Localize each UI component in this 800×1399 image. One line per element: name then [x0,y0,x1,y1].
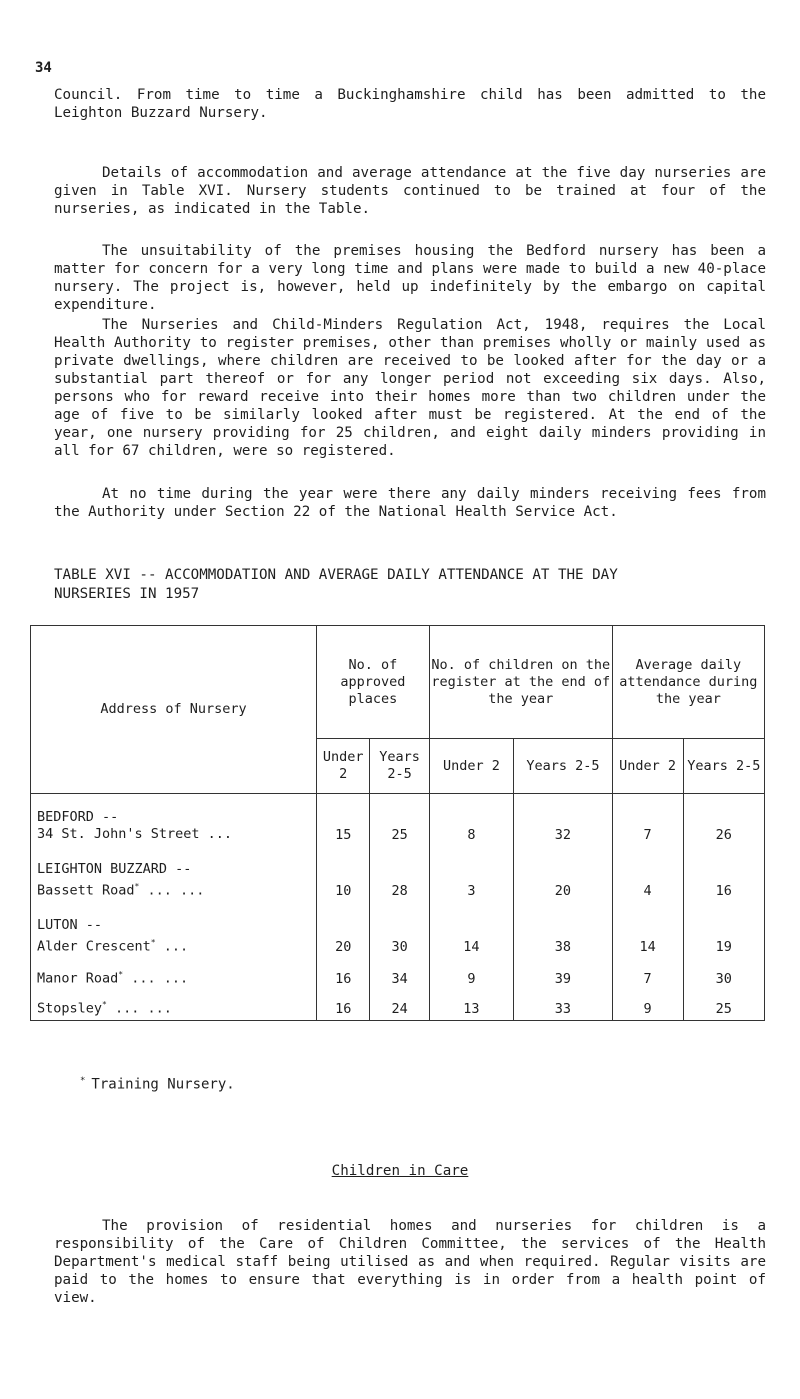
table-caption-line-1: TABLE XVI -- ACCOMMODATION AND AVERAGE DAILY ATTENDANCE AT THE DAY [54,567,618,583]
section-heading [0,1163,800,1179]
attendance-under-2: 7 [612,794,683,847]
approved-years-2-5: 34 [370,958,429,990]
nursery-address [31,794,317,847]
table-footnote [80,1076,235,1093]
attendance-under-2: 7 [612,958,683,990]
attendance-under-2: 14 [612,902,683,958]
table-header-row [31,626,765,739]
subheader-years-2-5: Years 2-5 [683,739,764,794]
table-row [31,902,765,958]
header-children-on-register: No. of children on the register at the end of the year [429,626,612,739]
register-under-2: 8 [429,794,513,847]
street-address: Bassett Road [37,882,135,898]
street-address: 34 St. John's Street ... [37,826,233,842]
leader-dots: ... [163,938,189,954]
approved-years-2-5: 24 [370,990,429,1021]
table-caption [54,566,766,604]
header-average-attendance: Average daily attendance during the year [612,626,764,739]
paragraph-6: The provision of residential homes and nurseries for children is a responsibility of the Care of Children Committee, the services of the Health Department's medical staff being utilised as and when required. Regular visits are paid to the homes to ensure that everything is in order from a health point of view. [54,1218,766,1306]
page-number: 34 [35,60,52,76]
street-address: Alder Crescent [37,938,151,954]
register-years-2-5: 38 [514,902,613,958]
header-approved-places: No. of approved places [317,626,430,739]
paragraph-2: Details of accommodation and average attendance at the five day nurseries are given in Table XVI. Nursery students continued to be trained at four of the nurseries, as indicated in the Table. [54,165,766,217]
approved-under-2: 16 [317,958,370,990]
approved-under-2: 10 [317,846,370,902]
header-address: Address of Nursery [31,626,317,794]
training-nursery-mark: * [134,881,140,891]
register-years-2-5: 33 [514,990,613,1021]
training-nursery-mark: * [102,999,107,1009]
street-address: Manor Road [37,970,119,986]
town-name: LUTON -- [37,916,103,933]
paragraph-5: At no time during the year were there any daily minders receiving fees from the Authority under Section 22 of the National Health Service Act. [54,486,766,520]
town-name: BEDFORD -- [37,809,119,825]
register-years-2-5: 39 [514,958,613,990]
leader-dots: ... ... [131,970,189,986]
nursery-address [31,990,317,1021]
subheader-years-2-5: Years 2-5 [514,739,613,794]
training-nursery-mark: * [150,937,156,947]
table-caption-line-2: NURSERIES IN 1957 [54,586,200,602]
nurseries-table [30,625,765,1021]
register-under-2: 13 [429,990,513,1021]
paragraph-4: The Nurseries and Child-Minders Regulation Act, 1948, requires the Local Health Authority to register premises, other than premises wholly or mainly used as private dwellings, where children are received to be looked after for the day or a substantial part thereof or for any longer period not exceeding six days. Also, persons who for reward receive into their homes more than two children under the age of five to be similarly looked after must be registered. At the end of the year, one nursery providing for 25 children, and eight daily minders providing in all for 67 children, were so registered. [54,317,766,459]
subheader-years-2-5: Years 2-5 [370,739,429,794]
approved-years-2-5: 28 [370,846,429,902]
attendance-years-2-5: 16 [683,846,764,902]
table-row [31,958,765,990]
leader-dots: ... ... [147,882,205,898]
section-heading-text: Children in Care [331,1163,469,1179]
approved-years-2-5: 30 [370,902,429,958]
training-nursery-mark: * [118,969,124,979]
approved-years-2-5: 25 [370,794,429,847]
attendance-years-2-5: 26 [683,794,764,847]
register-years-2-5: 32 [514,794,613,847]
attendance-years-2-5: 30 [683,958,764,990]
subheader-under-2: Under 2 [317,739,370,794]
nursery-address [31,958,317,990]
leader-dots: ... ... [115,1000,172,1016]
table-row [31,794,765,847]
nursery-address [31,846,317,902]
approved-under-2: 15 [317,794,370,847]
footnote-mark: * [80,1076,86,1086]
register-under-2: 14 [429,902,513,958]
approved-under-2: 20 [317,902,370,958]
attendance-under-2: 4 [612,846,683,902]
table-row [31,846,765,902]
subheader-under-2: Under 2 [612,739,683,794]
subheader-under-2: Under 2 [429,739,513,794]
paragraph-1: Council. From time to time a Buckinghamshire child has been admitted to the Leighton Buzzard Nursery. [54,87,766,121]
attendance-under-2: 9 [612,990,683,1021]
town-name: LEIGHTON BUZZARD -- [37,860,192,877]
register-under-2: 9 [429,958,513,990]
register-under-2: 3 [429,846,513,902]
table-row [31,990,765,1021]
footnote-text: Training Nursery. [91,1076,235,1093]
nursery-address [31,902,317,958]
attendance-years-2-5: 25 [683,990,764,1021]
approved-under-2: 16 [317,990,370,1021]
attendance-years-2-5: 19 [683,902,764,958]
paragraph-3: The unsuitability of the premises housing the Bedford nursery has been a matter for concern for a very long time and plans were made to build a new 40-place nursery. The project is, however, held up indefinitely by the embargo on capital expenditure. [54,243,766,313]
register-years-2-5: 20 [514,846,613,902]
street-address: Stopsley [37,1000,103,1016]
